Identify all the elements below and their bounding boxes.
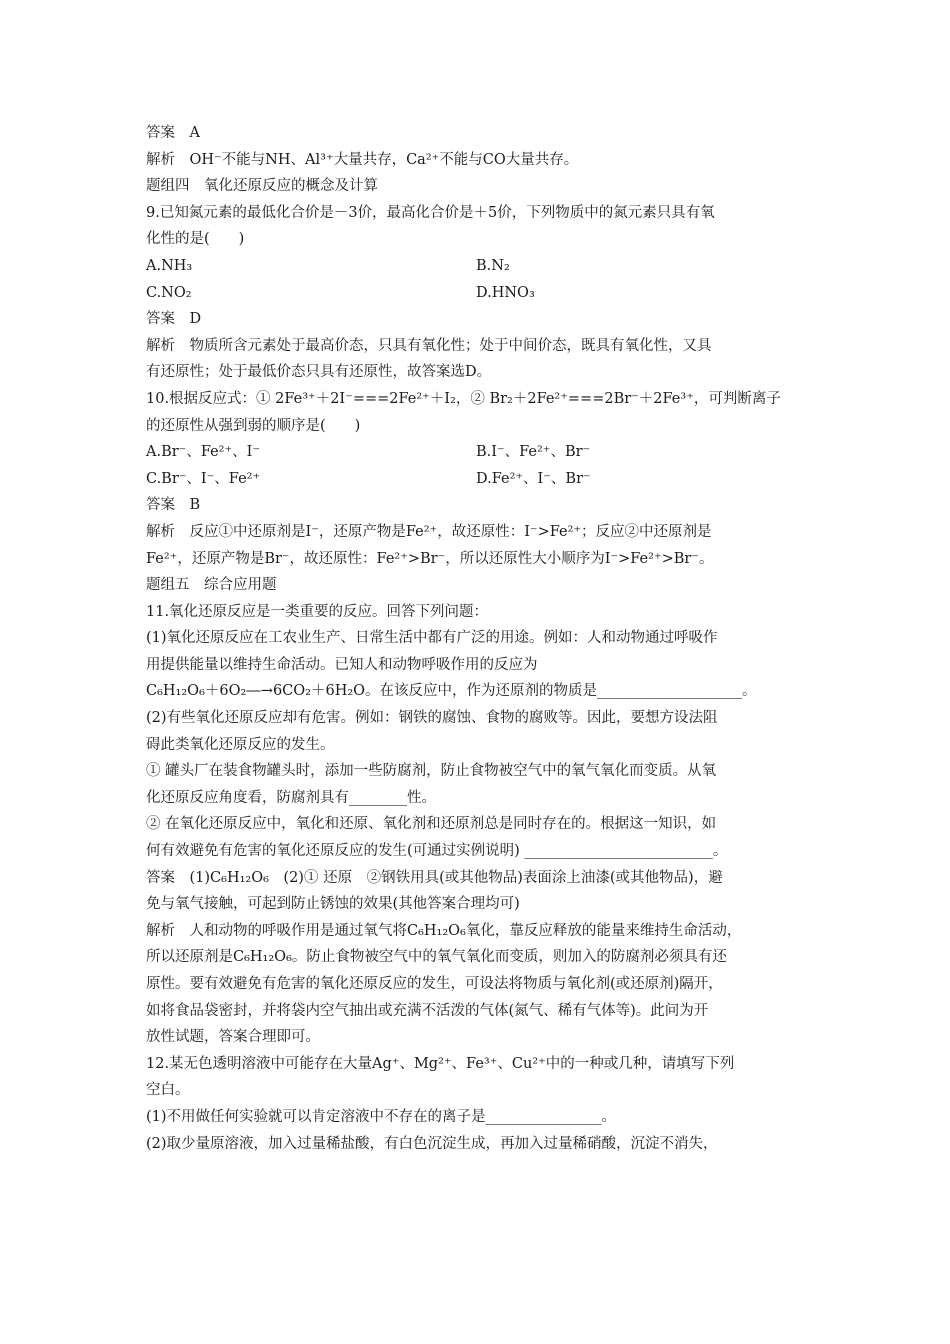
text-line: 碍此类氧化还原反应的发生。: [146, 736, 335, 753]
text-line: 答案 B: [146, 497, 201, 514]
option-row: [146, 280, 806, 307]
text-line: C₆H₁₂O₆＋6O₂―→6CO₂＋6H₂O。在该反应中，作为还原剂的物质是____________________。: [146, 683, 757, 700]
option-text: D.HNO₃: [476, 284, 535, 301]
text-line: 12.某无色透明溶液中可能存在大量Ag⁺、Mg²⁺、Fe³⁺、Cu²⁺中的一种或几种，请填写下列: [146, 1055, 735, 1072]
text-line: 答案 D: [146, 311, 202, 328]
text-line: 有还原性；处于最低价态只具有还原性，故答案选D。: [146, 364, 492, 381]
option-text: A.NH₃: [146, 257, 193, 274]
text-line: 题组四 氧化还原反应的概念及计算: [146, 178, 378, 195]
text-line: (2)有些氧化还原反应却有危害。例如：钢铁的腐蚀、食物的腐败等。因此，要想方设法阻: [146, 710, 718, 727]
text-line: 解析 OH⁻不能与NH、Al³⁺大量共存，Ca²⁺不能与CO大量共存。: [146, 151, 579, 168]
text-line: 何有效避免有危害的氧化还原反应的发生(可通过实例说明) __________________________。: [146, 843, 728, 860]
text-line: Fe²⁺，还原产物是Br⁻，故还原性：Fe²⁺>Br⁻，所以还原性大小顺序为I⁻>Fe²⁺>Br⁻。: [146, 550, 714, 567]
document-page: [146, 120, 806, 1157]
option-text: C.Br⁻、I⁻、Fe²⁺: [146, 470, 261, 487]
text-line: 所以还原剂是C₆H₁₂O₆。防止食物被空气中的氧气氧化而变质，则加入的防腐剂必须具有还: [146, 949, 727, 966]
option-row: [146, 439, 806, 466]
text-line: 11.氧化还原反应是一类重要的反应。回答下列问题：: [146, 603, 489, 620]
text-line: 如将食品袋密封，并将袋内空气抽出或充满不活泼的气体(氮气、稀有气体等)。此问为开: [146, 1002, 709, 1019]
text-line: 放性试题，答案合理即可。: [146, 1029, 320, 1046]
text-line: 的还原性从强到弱的顺序是( ): [146, 417, 361, 434]
option-text: D.Fe²⁺、I⁻、Br⁻: [476, 470, 591, 487]
text-line: 免与氧气接触，可起到防止锈蚀的效果(其他答案合理均可): [146, 896, 520, 913]
text-line: 答案 A: [146, 125, 200, 141]
text-line: 题组五 综合应用题: [146, 577, 277, 594]
text-line: (2)取少量原溶液，加入过量稀盐酸，有白色沉淀生成，再加入过量稀硝酸，沉淀不消失，: [146, 1135, 718, 1152]
text-line: 原性。要有效避免有危害的氧化还原反应的发生，可设法将物质与氧化剂(或还原剂)隔开，: [146, 976, 723, 992]
text-line: 解析 物质所含元素处于最高价态，只具有氧化性；处于中间价态，既具有氧化性，又具: [146, 337, 712, 354]
text-line: (1)氧化还原反应在工农业生产、日常生活中都有广泛的用途。例如：人和动物通过呼吸作: [146, 630, 718, 647]
text-line: 用提供能量以维持生命活动。已知人和动物呼吸作用的反应为: [146, 656, 538, 673]
text-line: (1)不用做任何实验就可以肯定溶液中不存在的离子是________________。: [146, 1108, 617, 1125]
text-line: 解析 人和动物的呼吸作用是通过氧气将C₆H₁₂O₆氧化，靠反应释放的能量来维持生命活动，: [146, 922, 742, 939]
option-row: [146, 253, 806, 280]
text-line: 化性的是( ): [146, 231, 245, 248]
option-text: B.I⁻、Fe²⁺、Br⁻: [476, 444, 591, 461]
text-line: 9.已知氮元素的最低化合价是－3价，最高化合价是＋5价，下列物质中的氮元素只具有氧: [146, 204, 715, 221]
option-text: A.Br⁻、Fe²⁺、I⁻: [146, 444, 261, 461]
text-line: 10.根据反应式：① 2Fe³⁺＋2I⁻===2Fe²⁺＋I₂，② Br₂＋2Fe²⁺===2Br⁻＋2Fe³⁺，可判断离子: [146, 390, 781, 407]
text-line: ① 罐头厂在装食物罐头时，添加一些防腐剂，防止食物被空气中的氧气氧化而变质。从氧: [146, 763, 717, 780]
text-line: 化还原反应角度看，防腐剂具有________性。: [146, 789, 436, 806]
text-line: 空白。: [146, 1082, 190, 1099]
text-line: 解析 反应①中还原剂是I⁻，还原产物是Fe²⁺，故还原性：I⁻>Fe²⁺；反应②中还原剂是: [146, 523, 712, 540]
option-text: C.NO₂: [146, 284, 192, 301]
option-text: B.N₂: [476, 257, 510, 274]
text-line: 答案 (1)C₆H₁₂O₆ (2)① 还原 ②钢铁用具(或其他物品)表面涂上油漆(或其他物品)，避: [146, 869, 723, 886]
option-row: [146, 466, 806, 493]
text-line: ② 在氧化还原反应中，氧化和还原、氧化剂和还原剂总是同时存在的。根据这一知识，如: [146, 816, 717, 833]
